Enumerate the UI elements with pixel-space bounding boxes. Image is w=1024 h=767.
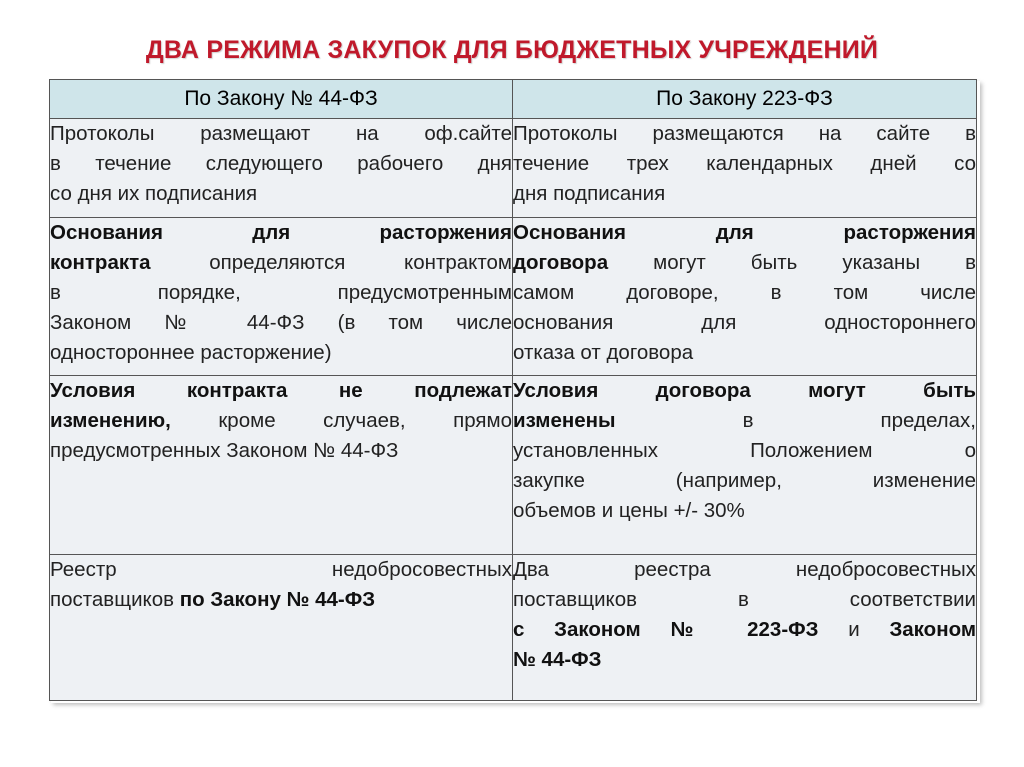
cell-termination-44fz <box>50 218 513 376</box>
column-header-44fz: По Закону № 44-ФЗ <box>50 80 513 119</box>
cell-line-bold: Условия контракта не подлежат <box>50 379 512 402</box>
table-row <box>50 218 977 376</box>
cell-line: установленных Положением о <box>513 439 976 462</box>
cell-line-bold: Основания для расторжения <box>513 221 976 244</box>
cell-line: дня подписания <box>513 182 666 205</box>
cell-registry-44fz <box>50 555 513 701</box>
cell-line: предусмотренных Законом № 44-ФЗ <box>50 439 399 462</box>
cell-line: поставщиков по Закону № 44-ФЗ <box>50 588 376 611</box>
cell-line-bold: Основания для расторжения <box>50 221 512 244</box>
cell-line: в течение следующего рабочего дня <box>50 152 512 175</box>
cell-line: отказа от договора <box>513 341 694 364</box>
cell-line: поставщиков в соответствии <box>513 588 976 611</box>
cell-line: контракта определяются контрактом <box>50 251 512 274</box>
comparison-table <box>49 79 977 701</box>
cell-line: Два реестра недобросовестных <box>513 558 976 581</box>
cell-line-bold: Условия договора могут быть <box>513 379 976 402</box>
table-row <box>50 376 977 555</box>
cell-line: самом договоре, в том числе <box>513 281 976 304</box>
table-row <box>50 119 977 218</box>
cell-line: изменены в пределах, <box>513 409 976 432</box>
cell-termination-223fz <box>513 218 977 376</box>
cell-registry-223fz <box>513 555 977 701</box>
cell-line: течение трех календарных дней со <box>513 152 976 175</box>
cell-conditions-44fz <box>50 376 513 555</box>
cell-protocols-44fz <box>50 119 513 218</box>
cell-line: со дня их подписания <box>50 182 258 205</box>
cell-line: Протоколы размещают на оф.сайте <box>50 122 512 145</box>
cell-line: изменению, кроме случаев, прямо <box>50 409 512 432</box>
column-header-223fz: По Закону 223-ФЗ <box>513 80 977 119</box>
cell-line: одностороннее расторжение) <box>50 341 332 364</box>
table-row <box>50 555 977 701</box>
cell-line: объемов и цены +/- 30% <box>513 499 745 522</box>
page-title: ДВА РЕЖИМА ЗАКУПОК ДЛЯ БЮДЖЕТНЫХ УЧРЕЖДЕНИЙ <box>145 36 879 64</box>
cell-line: основания для одностороннего <box>513 311 976 334</box>
cell-conditions-223fz <box>513 376 977 555</box>
cell-line: Реестр недобросовестных <box>50 558 512 581</box>
cell-line: Протоколы размещаются на сайте в <box>513 122 976 145</box>
cell-line: договора могут быть указаны в <box>513 251 976 274</box>
table-header-row <box>50 80 977 119</box>
cell-line: Законом № 44-ФЗ (в том числе <box>50 311 512 334</box>
cell-line-bold: № 44-ФЗ <box>513 648 602 671</box>
cell-protocols-223fz <box>513 119 977 218</box>
cell-line: в порядке, предусмотренным <box>50 281 512 304</box>
cell-line: с Законом № 223-ФЗ и Законом <box>513 618 976 641</box>
cell-line: закупке (например, изменение <box>513 469 976 492</box>
